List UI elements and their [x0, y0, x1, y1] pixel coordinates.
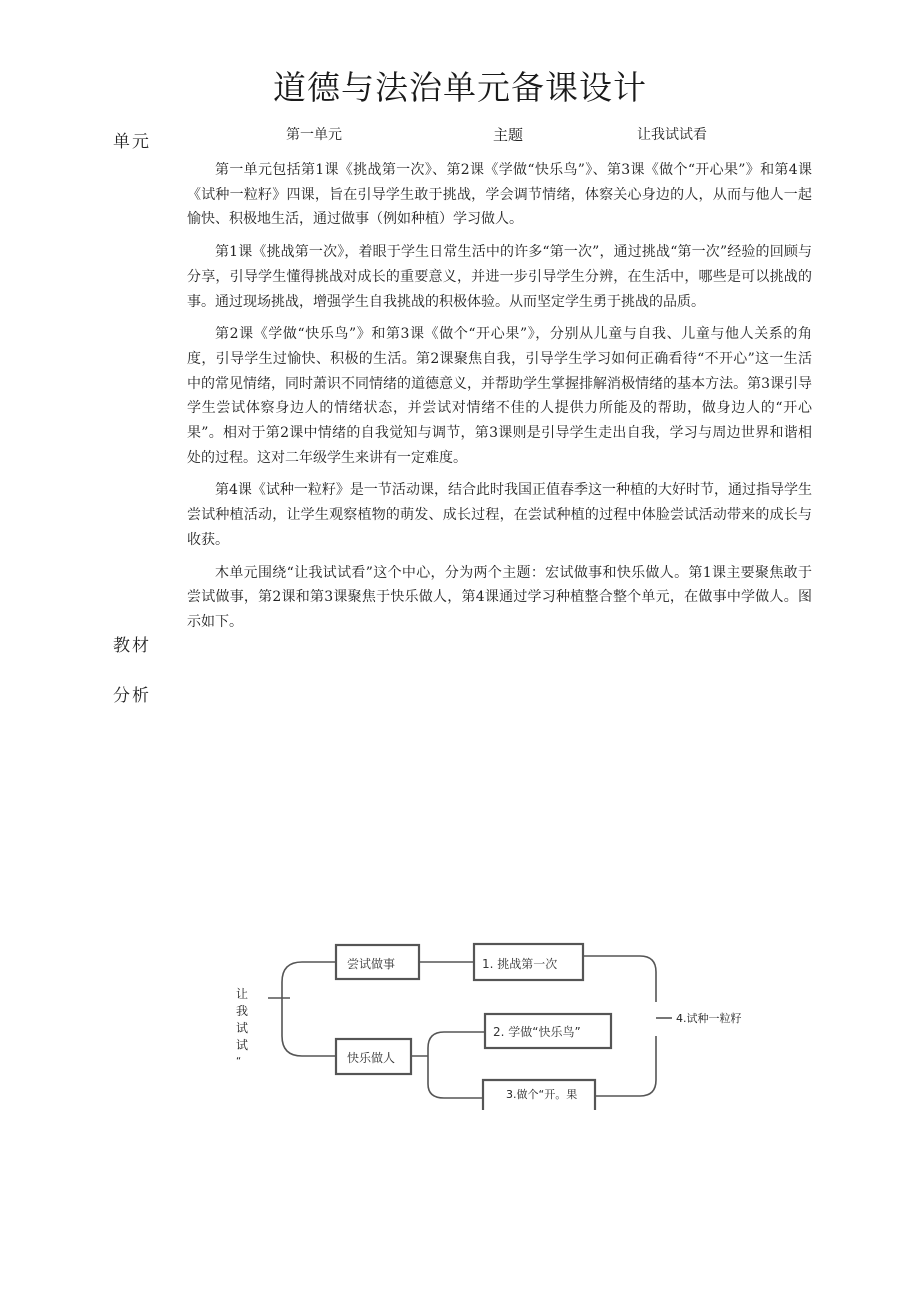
page-title: 道德与法治单元备课设计 [273, 68, 647, 107]
paragraph-lesson-4: 第4课《试种一粒籽》是一节活动课，结合此时我国正值春季这一种植的大好时节，通过指导学生尝试种植活动，让学生观察植物的萌发、成长过程，在尝试种植的过程中体脸尝试活动带来的成长与收获。 [187, 482, 812, 548]
lesson-1-node: 1. 挑战第一次 [482, 957, 558, 971]
paragraph-unit-summary: 木单元围绕“让我试试看”这个中心，分为两个主题：宏试做事和快乐做人。第1课主要聚焦敢于尝试做事，第2课和第3课聚焦于快乐做人，第4课通过学习种植整合整个单元，在做事中学做人。图示如下。 [187, 564, 812, 630]
paragraph-lesson-2-3: 第2课《学做“快乐鸟”》和第3课《做个“开心果”》，分别从儿童与自我、儿童与他人关系的角度，引导学生过愉快、积极的生活。第2课聚焦自我，引导学生学习如何正确看待“不开心”这一生活中的常见情绪，同时萧识不同情绪的道德意义，并帮助学生掌握排解消极情绪的基本方法。第3课引导学生尝试体察身边人的情绪状态，并尝试对情绪不佳的人提供力所能及的帮助，做身边人的“开心果”。相对于第2课中情绪的自我觉知与调节，第3课则是引导学生走出自我，学习与周边世界和谐相处的过程。这对二年级学生来讲有一定难度。 [187, 326, 812, 466]
root-char-4: 试 [236, 1038, 249, 1052]
theme-label: 主题 [493, 126, 524, 144]
lesson-3-node: 3.做个“开。果 [506, 1088, 578, 1101]
unit-value: 第一单元 [286, 127, 342, 143]
node-happy-person: 快乐做人 [347, 1051, 396, 1065]
lesson-4-node: 4.试种一粒籽 [676, 1012, 742, 1025]
theme-value: 让我试试看 [637, 127, 707, 143]
root-char-5: “ [236, 1056, 242, 1067]
root-char-2: 我 [236, 1004, 249, 1018]
paragraph-lesson-1: 第1课《挑战第一次》，着眼于学生日常生活中的许多“第一次”，通过挑战“第一次”经验的回顾与分享，引导学生懂得挑战对成长的重要意义，并进一步引导学生分辨，在生活中，哪些是可以挑战的事。通过现场挑战，增强学生自我挑战的积极体验。从而坚定学生勇于挑战的品质。 [187, 244, 812, 310]
material-analysis-label-2: 分析 [113, 686, 151, 706]
unit-label: 单元 [113, 132, 151, 152]
root-char-1: 让 [236, 987, 249, 1001]
node-try-doing: 尝试做事 [347, 957, 396, 971]
lesson-2-node: 2. 学做“快乐鸟” [493, 1025, 581, 1039]
root-char-3: 试 [236, 1021, 249, 1035]
paragraph-unit-overview: 第一单元包括第1课《挑战第一次》、第2课《学做“快乐鸟”》、第3课《做个“开心果”》和第4课《试种一粒籽》四课，旨在引导学生敢于挑战，学会调节情绪，体察关心身边的人，从而与他人一起愉快、积极地生活，通过做事（例如种植）学习做人。 [187, 162, 812, 228]
material-analysis-label-1: 教材 [113, 636, 151, 656]
